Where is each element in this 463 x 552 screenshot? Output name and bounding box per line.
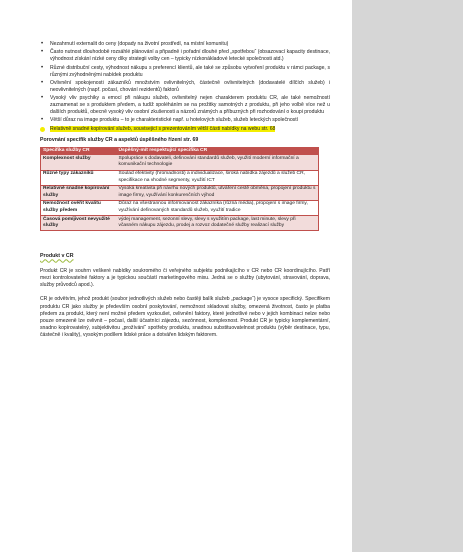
table-header-cell: Specifika služby CR: [41, 147, 117, 155]
paragraph: CR je odvětvím, jehož produkt (soubor jednotlivých služeb nebo častěji balík služeb „package“) je vysoce specifický. Specifikem produktu CR jako služby je především osobní poskytování, nemožnost skladovat služby, omezená životnost, často je platba předem za produkt, který není možné předem vyzkoušet, ovlivnění faktory, které jednotlivé nebo v jejich kombinaci nelze nebo pouze omezeně lze ovlivnit – počasí, další účastníci zájezdu, sezónnost, komplexnost. Produkt CR je typicky komplementární, snadno kopírovatelný, subjektivitou „prožívání“ spotřeby produktu, snadnou substituovatelnost produktu (výběr destinace, typu, částečně i kvality), vysokým podílem lidské práce a dotvářen lidským faktorem.: [40, 296, 330, 338]
table-cell-value: Soulad efektivity (hromadnosti) a individualizace, široká nabídka zájezdů a služeb CR, specifikace na vhodné segmenty, využití ICT: [117, 170, 319, 185]
table-cell-key: Různé typy zákazníků: [41, 170, 117, 185]
table-header-row: [41, 147, 319, 155]
table-cell-key: Relativně snadné kopírování služby: [41, 185, 117, 200]
bullet-item: • Různé distribuční cesty, výhodnost nákupu s preferencí klientů, ale také se způsobu vytvoření produktu v rámci package, s různými zvýhodněnými nabídek produktu: [40, 65, 330, 79]
table-cell-value: Vysoká kreativita při návrhu nových produktů, utváření cestě obměna, propojení produktu s image firmy, využívání konkurenčních výhod: [117, 185, 319, 200]
table-cell-key: Časová pomíjivost nevyužité služby: [41, 216, 117, 231]
table-row: [41, 216, 319, 231]
bullet-item: • Vysoký vliv psychiky a emocí při nákupu služeb, ovlivnitelný nejen charakterem produktu CR, ale také nemožností zaznamenat se s produktem předem, a tudíž spoléháním se na prožitky samotných z produktu, při jeho volbě více než u dalších produktů, obecně vysoký vliv osobní zkušenosti a názorů známých a příbuzných při rozhodování o koupi produktu: [40, 95, 330, 116]
bullet-item: • Často nutnost dlouhodobě rozsáhlé plánování a připadně i pořadní dlouhé před „spotřebou“ (obsazovací kapacity destinace, výhodnost získání nízké ceny díky strategii volby cen – typicky nízkonákladové letecké společnosti atd.): [40, 49, 330, 63]
bullet-item: • Nezahrnutí externalit do ceny (dopady na životní prostředí, na místní komunitu): [40, 41, 330, 48]
table-header-cell: Úspěšný-mít respektující specifika CR: [117, 147, 319, 155]
workspace-margin: [352, 0, 463, 552]
table-cell-value: výdej management, sezonní slevy, slevy s využitím package, last minute, slevy při včasném nákupu zájezdu, prodej a rozvoz dodatečné služby realizací služby: [117, 216, 319, 231]
highlighted-text: Relativně snadné kopírování služeb, souvisejicí s prezentováním větší části nabídky na webu str. 68: [50, 125, 276, 132]
page-content: [40, 41, 330, 346]
table-row: [41, 200, 319, 215]
specifics-table: [40, 147, 319, 232]
table-heading: Porovnání specifik služby CR a aspektů úspěšného řízení str. 69: [40, 136, 199, 143]
table-row: [41, 185, 319, 200]
section-title: Produkt v CR: [40, 253, 74, 260]
table-cell-value: Důraz na všestrannou informovanost zákazníka (různá média), propojení s image firmy, využívání definovaných standardů služeb, využití tradice: [117, 200, 319, 215]
table-row: [41, 170, 319, 185]
bullet-item-highlighted: [40, 126, 330, 133]
bullet-list: [40, 41, 330, 133]
paragraph: Produkt CR je souhrn veškeré nabídky soukromého či veřejného subjektu podnikajícího v CR nebo CR koordinujícího. Patří mezi kontrolovatelné faktory a je typickou součástí marketingového mixu. Jedná se o služby (ubytování, stravování, doprava, služby průvodců apod.).: [40, 268, 330, 289]
table-cell-key: Nemožnost ověřit kvalitu služby předem: [41, 200, 117, 215]
table-row: [41, 155, 319, 170]
bullet-item: • Větší důraz na image produktu – to je charakteristické např. u hotelových služeb, služeb leteckých společností: [40, 117, 330, 124]
table-cell-value: Spolupráce s dodavateli, definování standardů služeb, využití moderní informační a komunikační technologie: [117, 155, 319, 170]
table-cell-key: Komplexnost služby: [41, 155, 117, 170]
bullet-item: • Ovlivnění spokojenosti zákazníků množstvím ovlivnitelných, částečně ovlivnitelných (dodavatelé dílčích služeb) i neovlivnitelných (např. počasí, chování rezidentů) faktorů: [40, 80, 330, 94]
